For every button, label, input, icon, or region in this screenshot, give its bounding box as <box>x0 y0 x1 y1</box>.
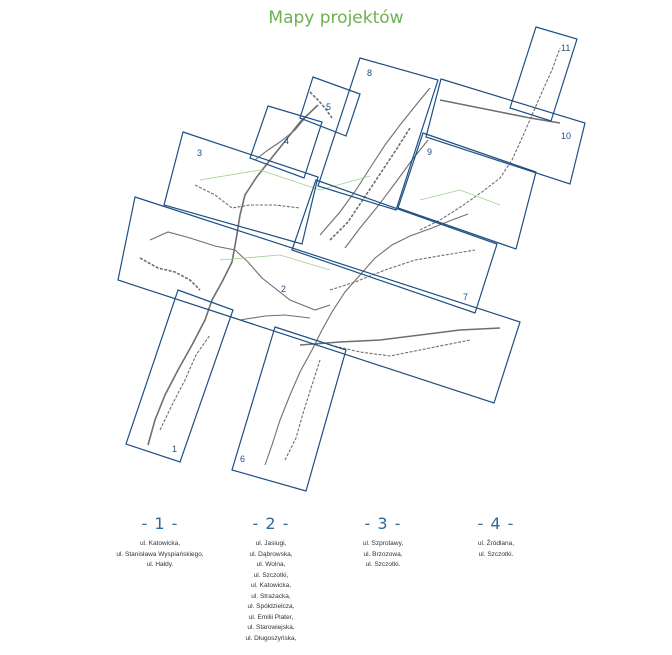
street-list <box>211 539 331 644</box>
road-line <box>285 360 320 460</box>
map-frame-label: 5 <box>326 102 332 112</box>
street-list <box>436 539 556 560</box>
street-item: ul. Emilii Plater, <box>248 613 294 621</box>
street-item: ul. Jasiugi, <box>255 540 287 547</box>
map-frame-3[interactable] <box>164 132 318 244</box>
contour-line <box>420 190 500 205</box>
street-item: ul. Wolna, <box>256 561 286 568</box>
street-list <box>323 539 443 571</box>
legend-number: - 4 - <box>477 514 515 533</box>
road-line <box>140 258 200 290</box>
street-item: ul. Brzozowa, <box>363 550 403 558</box>
map-frame-2[interactable] <box>118 197 520 403</box>
street-list <box>100 539 220 571</box>
map-frame-11[interactable] <box>510 27 577 121</box>
street-item: ul. Starowiejska, <box>247 624 295 631</box>
street-item: ul. Szczotki. <box>478 550 514 558</box>
road-network <box>140 48 560 465</box>
street-item: ul. Katowicka, <box>250 582 292 589</box>
map-frame-label: 11 <box>561 43 571 53</box>
street-item: ul. Długoszyńska, <box>245 634 297 642</box>
legend-number: - 3 - <box>364 514 402 533</box>
road-line <box>150 232 330 310</box>
map-frame-label: 6 <box>240 454 246 464</box>
legend-column-3 <box>323 514 443 571</box>
street-item: ul. Strażacka, <box>251 592 291 600</box>
map-frame-label: 8 <box>367 68 373 78</box>
map-frame-label: 7 <box>463 292 469 302</box>
street-item: ul. Katowicka, <box>139 540 181 547</box>
street-item: ul. Źródlana, <box>477 540 515 547</box>
map-frame-6[interactable] <box>232 327 346 491</box>
street-item: ul. Spółdzielcza, <box>247 603 295 610</box>
road-line <box>148 105 318 445</box>
road-line <box>300 328 500 345</box>
legend-column-1 <box>100 514 220 571</box>
road-line <box>240 315 310 320</box>
legend-column-2 <box>211 514 331 644</box>
map-frames <box>118 27 585 491</box>
page-title: Mapy projektów <box>268 8 404 28</box>
street-item: ul. Szprotawy, <box>362 540 404 547</box>
contour-line <box>200 170 370 190</box>
road-line <box>330 340 470 356</box>
map-frame-label: 3 <box>197 148 203 158</box>
street-item: ul. Dąbrowska, <box>249 550 293 558</box>
street-item: ul. Szczotki. <box>365 561 401 568</box>
legend-column-4 <box>436 514 556 560</box>
street-item: ul. Stanisława Wyspiańskiego, <box>116 550 204 558</box>
legend-number: - 2 - <box>252 514 290 533</box>
road-line <box>440 100 560 123</box>
map-frame-label: 9 <box>427 147 433 157</box>
legend-number: - 1 - <box>141 514 179 533</box>
map-frame-label: 2 <box>281 284 287 294</box>
road-line <box>195 185 300 208</box>
street-item: ul. Hałdy. <box>146 561 174 568</box>
map-frame-label: 10 <box>561 131 572 141</box>
road-line <box>160 335 210 430</box>
map-frame-1[interactable] <box>126 290 233 462</box>
street-item: ul. Szczotki, <box>253 571 289 579</box>
map-frame-label: 1 <box>172 444 178 454</box>
map-frame-label: 4 <box>284 136 290 146</box>
